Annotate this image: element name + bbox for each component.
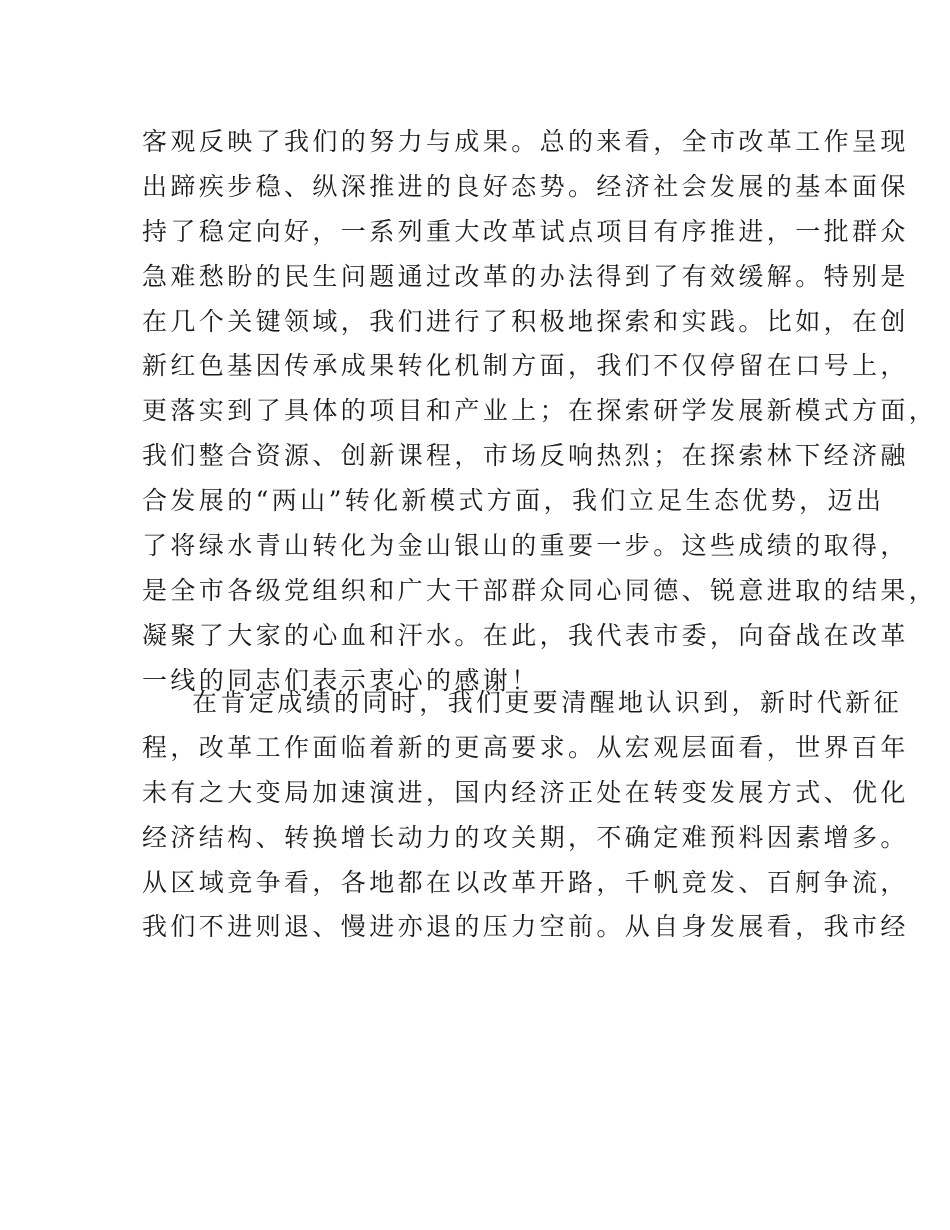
- text-line: 我们不进则退、慢进亦退的压力空前。从自身发展看，我市经: [142, 912, 909, 942]
- text-line: 持了稳定向好，一系列重大改革试点项目有序推进，一批群众: [142, 216, 909, 246]
- text-line: 出蹄疾步稳、纵深推进的良好态势。经济社会发展的基本面保: [142, 171, 909, 201]
- text-line: 经济结构、转换增长动力的攻关期，不确定难预料因素增多。: [142, 822, 909, 852]
- text-line: 了将绿水青山转化为金山银山的重要一步。这些成绩的取得，: [142, 531, 909, 561]
- text-line: 未有之大变局加速演进，国内经济正处在转变发展方式、优化: [142, 777, 909, 807]
- text-line: 在肯定成绩的同时，我们更要清醒地认识到，新时代新征: [192, 688, 903, 717]
- text-line: 从区域竞争看，各地都在以改革开路，千帆竞发、百舸争流，: [142, 867, 909, 897]
- text-line: 是全市各级党组织和广大干部群众同心同德、锐意进取的结果，: [142, 575, 938, 605]
- text-line: 急难愁盼的民生问题通过改革的办法得到了有效缓解。特别是: [142, 261, 909, 291]
- text-line: 一线的同志们表示衷心的感谢！: [142, 665, 540, 695]
- text-line: 新红色基因传承成果转化机制方面，我们不仅停留在口号上，: [142, 351, 909, 381]
- paragraph-2: [142, 681, 909, 950]
- text-line: 我们整合资源、创新课程，市场反响热烈；在探索林下经济融: [142, 441, 909, 471]
- text-line: 客观反映了我们的努力与成果。总的来看，全市改革工作呈现: [142, 127, 909, 156]
- paragraph-1: [142, 120, 937, 704]
- text-line: 凝聚了大家的心血和汗水。在此，我代表市委，向奋战在改革: [142, 620, 909, 650]
- text-line: 更落实到了具体的项目和产业上；在探索研学发展新模式方面，: [142, 396, 938, 426]
- text-line: 程，改革工作面临着新的更高要求。从宏观层面看，世界百年: [142, 732, 909, 762]
- text-line: 在几个关键领域，我们进行了积极地探索和实践。比如，在创: [142, 306, 909, 336]
- text-line: 合发展的“两山”转化新模式方面，我们立足生态优势，迈出: [142, 486, 885, 516]
